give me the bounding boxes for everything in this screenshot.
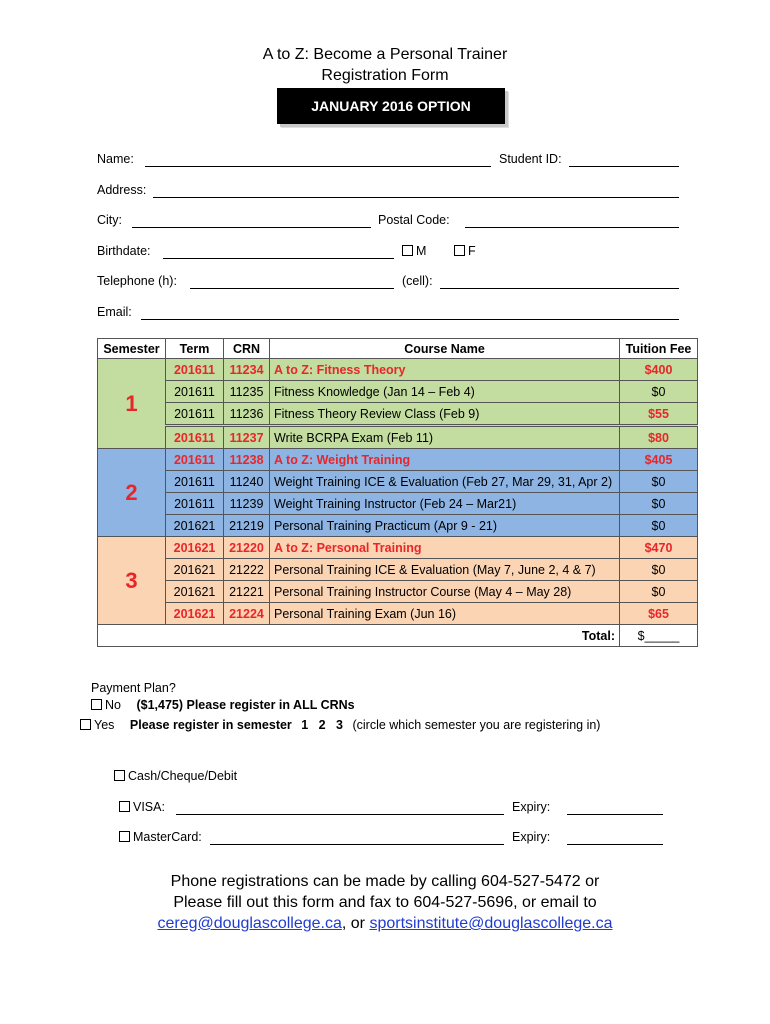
mastercard-option[interactable] — [119, 830, 202, 844]
header-term: Term — [166, 339, 224, 359]
payment-no-label: No — [105, 698, 121, 712]
student-id-label: Student ID: — [499, 152, 562, 166]
course-name-cell: A to Z: Fitness Theory — [270, 359, 620, 381]
term-cell: 201621 — [166, 559, 224, 581]
total-value[interactable]: $_____ — [620, 625, 698, 647]
payment-plan-heading: Payment Plan? — [91, 681, 176, 695]
header-course-name: Course Name — [270, 339, 620, 359]
gender-m-option[interactable] — [402, 244, 426, 258]
course-name-cell: Personal Training Exam (Jun 16) — [270, 603, 620, 625]
visa-expiry-field[interactable] — [567, 814, 663, 815]
course-name-cell: Fitness Theory Review Class (Feb 9) — [270, 403, 620, 426]
visa-number-field[interactable] — [176, 814, 504, 815]
name-label: Name: — [97, 152, 134, 166]
crn-cell: 11239 — [224, 493, 270, 515]
total-row — [98, 625, 698, 647]
table-row — [98, 426, 698, 449]
course-name-cell: Personal Training Practicum (Apr 9 - 21) — [270, 515, 620, 537]
course-table — [97, 338, 698, 647]
payment-yes-detail: Please register in semester — [129, 718, 292, 732]
tuition-fee-cell: $0 — [620, 515, 698, 537]
mastercard-number-field[interactable] — [210, 844, 504, 845]
table-row — [98, 403, 698, 426]
course-name-cell: A to Z: Weight Training — [270, 449, 620, 471]
term-cell: 201621 — [166, 537, 224, 559]
header-semester: Semester — [98, 339, 166, 359]
course-name-cell: Write BCRPA Exam (Feb 11) — [270, 426, 620, 449]
course-name-cell: Personal Training ICE & Evaluation (May 7, June 2, 4 & 7) — [270, 559, 620, 581]
visa-expiry-label: Expiry: — [512, 800, 551, 814]
term-cell: 201621 — [166, 603, 224, 625]
header-tuition-fee: Tuition Fee — [620, 339, 698, 359]
address-label: Address: — [97, 183, 147, 197]
course-name-cell: Fitness Knowledge (Jan 14 – Feb 4) — [270, 381, 620, 403]
mastercard-expiry-field[interactable] — [567, 844, 663, 845]
term-cell: 201621 — [166, 581, 224, 603]
birthdate-label: Birthdate: — [97, 244, 151, 258]
table-row — [98, 537, 698, 559]
crn-cell: 21221 — [224, 581, 270, 603]
checkbox-icon[interactable] — [80, 719, 91, 730]
crn-cell: 11240 — [224, 471, 270, 493]
term-cell: 201611 — [166, 381, 224, 403]
table-row — [98, 471, 698, 493]
crn-cell: 11234 — [224, 359, 270, 381]
form-title: A to Z: Become a Personal Trainer — [262, 46, 508, 63]
semester-number: 3 — [98, 537, 166, 625]
footer-line-1: Phone registrations can be made by calling 604-527-5472 or — [170, 873, 600, 890]
cell-field[interactable] — [440, 288, 679, 289]
course-name-cell: Weight Training ICE & Evaluation (Feb 27, Mar 29, 31, Apr 2) — [270, 471, 620, 493]
mastercard-label: MasterCard: — [133, 830, 202, 844]
course-name-cell: A to Z: Personal Training — [270, 537, 620, 559]
address-field[interactable] — [153, 197, 679, 198]
table-row — [98, 603, 698, 625]
checkbox-icon[interactable] — [402, 245, 413, 256]
tuition-fee-cell: $0 — [620, 493, 698, 515]
semester-number: 2 — [98, 449, 166, 537]
cash-option[interactable] — [114, 769, 237, 783]
course-name-cell: Weight Training Instructor (Feb 24 – Mar21) — [270, 493, 620, 515]
crn-cell: 21220 — [224, 537, 270, 559]
table-row — [98, 493, 698, 515]
tuition-fee-cell: $80 — [620, 426, 698, 449]
city-label: City: — [97, 213, 122, 227]
payment-no-option[interactable] — [91, 698, 355, 712]
tuition-fee-cell: $0 — [620, 381, 698, 403]
tuition-fee-cell: $0 — [620, 559, 698, 581]
tuition-fee-cell: $0 — [620, 471, 698, 493]
checkbox-icon[interactable] — [91, 699, 102, 710]
table-row — [98, 359, 698, 381]
crn-cell: 21224 — [224, 603, 270, 625]
postal-code-label: Postal Code: — [378, 213, 450, 227]
tuition-fee-cell: $0 — [620, 581, 698, 603]
term-cell: 201611 — [166, 471, 224, 493]
form-subtitle: Registration Form — [321, 67, 449, 84]
crn-cell: 11238 — [224, 449, 270, 471]
semester-choices[interactable]: 1 2 3 — [301, 718, 343, 732]
tuition-fee-cell: $400 — [620, 359, 698, 381]
table-row — [98, 581, 698, 603]
header-crn: CRN — [224, 339, 270, 359]
option-banner: JANUARY 2016 OPTION — [277, 88, 505, 124]
tuition-fee-cell: $55 — [620, 403, 698, 426]
cereg-email-link[interactable]: cereg@douglascollege.ca — [157, 915, 342, 932]
checkbox-icon[interactable] — [119, 831, 130, 842]
birthdate-field[interactable] — [163, 258, 394, 259]
table-row — [98, 515, 698, 537]
postal-code-field[interactable] — [465, 227, 679, 228]
term-cell: 201611 — [166, 449, 224, 471]
crn-cell: 11235 — [224, 381, 270, 403]
table-row — [98, 381, 698, 403]
term-cell: 201621 — [166, 515, 224, 537]
term-cell: 201611 — [166, 403, 224, 426]
footer-line-2: Please fill out this form and fax to 604-527-5696, or email to — [173, 894, 597, 911]
payment-yes-label: Yes — [94, 718, 115, 732]
cash-label: Cash/Cheque/Debit — [128, 769, 238, 783]
visa-label: VISA: — [133, 800, 165, 814]
crn-cell: 21222 — [224, 559, 270, 581]
checkbox-icon[interactable] — [454, 245, 465, 256]
cell-label: (cell): — [402, 274, 433, 288]
tuition-fee-cell: $470 — [620, 537, 698, 559]
footer-separator: , or — [341, 915, 370, 932]
telephone-field[interactable] — [190, 288, 394, 289]
payment-no-detail: ($1,475) Please register in ALL CRNs — [136, 698, 355, 712]
table-row — [98, 449, 698, 471]
table-header-row — [98, 339, 698, 359]
crn-cell: 11236 — [224, 403, 270, 426]
term-cell: 201611 — [166, 359, 224, 381]
gender-f-label: F — [468, 244, 476, 258]
email-field[interactable] — [141, 319, 679, 320]
checkbox-icon[interactable] — [114, 770, 125, 781]
checkbox-icon[interactable] — [119, 801, 130, 812]
payment-yes-note: (circle which semester you are registering in) — [352, 718, 601, 732]
total-label: Total: — [98, 625, 620, 647]
visa-option[interactable] — [119, 800, 165, 814]
crn-cell: 21219 — [224, 515, 270, 537]
semester-number: 1 — [98, 359, 166, 449]
tuition-fee-cell: $405 — [620, 449, 698, 471]
term-cell: 201611 — [166, 493, 224, 515]
course-name-cell: Personal Training Instructor Course (May 4 – May 28) — [270, 581, 620, 603]
table-row — [98, 559, 698, 581]
city-field[interactable] — [132, 227, 371, 228]
email-label: Email: — [97, 305, 132, 319]
student-id-field[interactable] — [569, 166, 679, 167]
tuition-fee-cell: $65 — [620, 603, 698, 625]
payment-yes-option[interactable] — [80, 718, 600, 732]
mastercard-expiry-label: Expiry: — [512, 830, 551, 844]
crn-cell: 11237 — [224, 426, 270, 449]
footer-line-3 — [0, 913, 770, 934]
sportsinstitute-email-link[interactable]: sportsinstitute@douglascollege.ca — [369, 915, 613, 932]
name-field[interactable] — [145, 166, 491, 167]
gender-m-label: M — [416, 244, 427, 258]
gender-f-option[interactable] — [454, 244, 476, 258]
term-cell: 201611 — [166, 426, 224, 449]
telephone-label: Telephone (h): — [97, 274, 177, 288]
